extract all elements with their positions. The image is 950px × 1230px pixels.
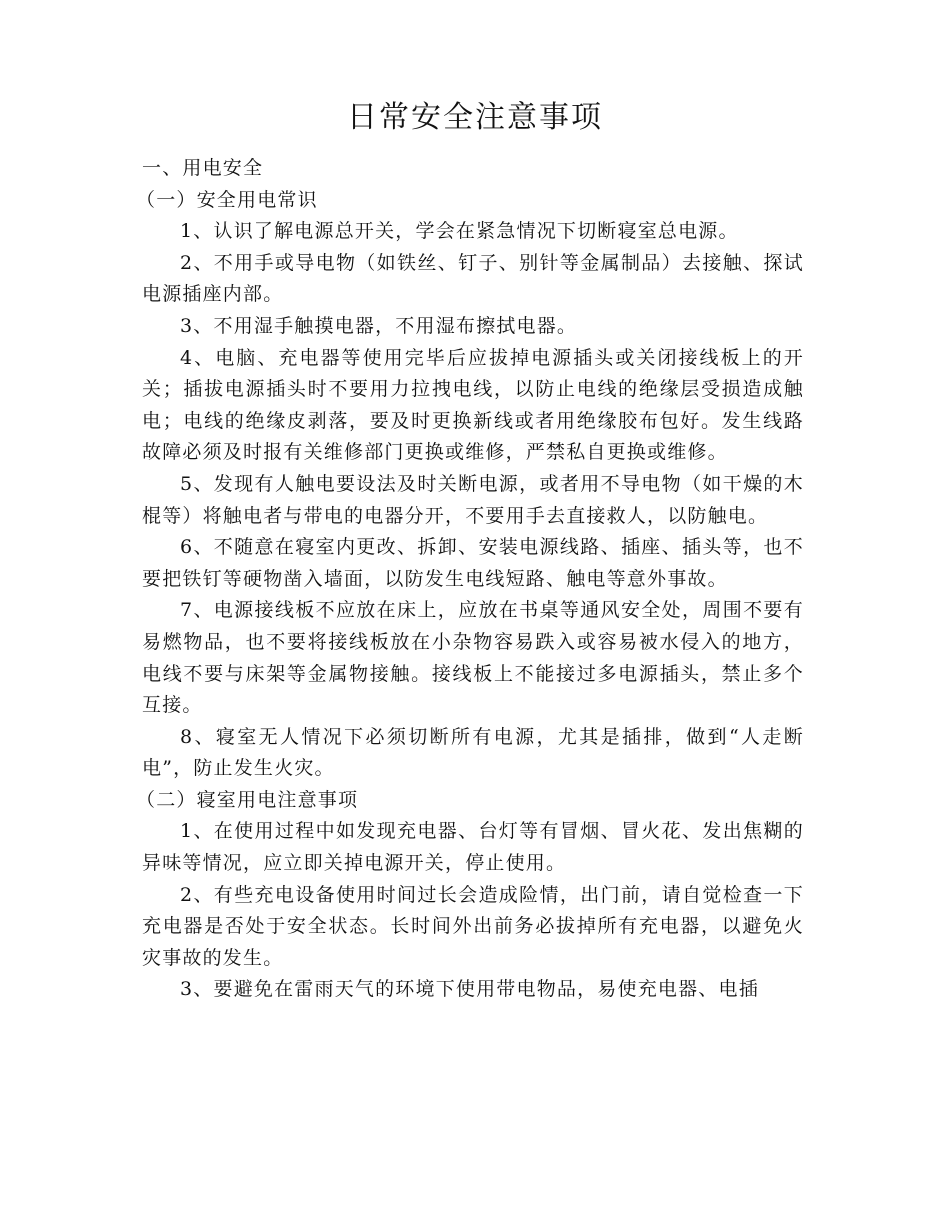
paragraph-item: 3、不用湿手触摸电器，不用湿布擦拭电器。 (180, 314, 578, 337)
subsection-heading-dorm-electricity: （二）寝室用电注意事项 (136, 788, 359, 811)
subsection-heading-safety-knowledge: （一）安全用电常识 (136, 188, 318, 211)
paragraph-item: 7、电源接线板不应放在床上，应放在书桌等通风安全处，周围不要有易燃物品，也不要将接线板放在小杂物容易跌入或容易被水侵入的地方，电线不要与床架等金属物接触。接线板上不能接过多电源插头，禁止多个互接。 (142, 599, 804, 717)
paragraph-item: 5、发现有人触电要设法及时关断电源，或者用不导电物（如干燥的木棍等）将触电者与带电的电器分开，不要用手去直接救人，以防触电。 (142, 472, 804, 527)
paragraph-item: 4、电脑、充电器等使用完毕后应拔掉电源插头或关闭接线板上的开关；插拔电源插头时不要用力拉拽电线，以防止电线的绝缘层受损造成触电；电线的绝缘皮剥落，要及时更换新线或者用绝缘胶布包好。发生线路故障必须及时报有关维修部门更换或维修，严禁私自更换或维修。 (142, 346, 804, 464)
section-heading-electricity-safety: 一、用电安全 (142, 157, 264, 179)
document-body (136, 153, 804, 1006)
paragraph-item: 6、不随意在寝室内更改、拆卸、安装电源线路、插座、插头等，也不要把铁钉等硬物凿入墙面，以防发生电线短路、触电等意外事故。 (142, 536, 804, 590)
paragraph-item: 2、不用手或导电物（如铁丝、钉子、别针等金属制品）去接触、探试电源插座内部。 (142, 251, 804, 306)
document-title: 日常安全注意事项 (347, 100, 603, 135)
paragraph-item: 2、有些充电设备使用时间过长会造成险情，出门前，请自觉检查一下充电器是否处于安全状态。长时间外出前务必拔掉所有充电器，以避免火灾事故的发生。 (142, 883, 804, 969)
paragraph-item: 8、寝室无人情况下必须切断所有电源，尤其是插排，做到“人走断电”，防止发生火灾。 (142, 725, 804, 780)
paragraph-item: 3、要避免在雷雨天气的环境下使用带电物品，易使充电器、电插 (180, 978, 759, 1001)
paragraph-item: 1、在使用过程中如发现充电器、台灯等有冒烟、冒火花、发出焦糊的异味等情况，应立即关掉电源开关，停止使用。 (142, 820, 804, 875)
paragraph-item: 1、认识了解电源总开关，学会在紧急情况下切断寝室总电源。 (180, 220, 739, 243)
